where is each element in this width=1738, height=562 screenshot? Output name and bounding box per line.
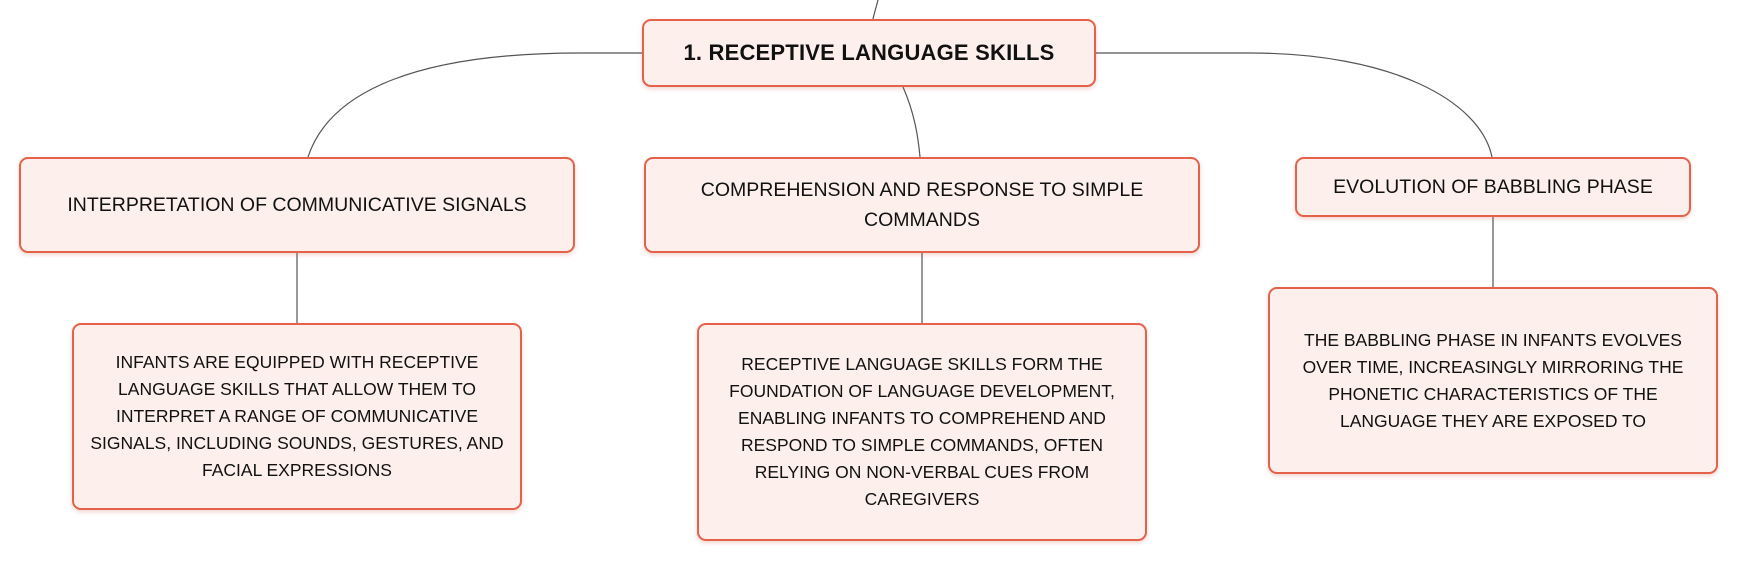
detail-node-comprehension[interactable] [697, 323, 1147, 541]
branch-label: INTERPRETATION OF COMMUNICATIVE SIGNALS [67, 194, 527, 216]
detail-text: THE BABBLING PHASE IN INFANTS EVOLVES OVER TIME, INCREASINGLY MIRRORING THE PHONETIC CHARACTERISTICS OF THE LANGUAGE THEY ARE EXPOSED TO [1302, 329, 1684, 431]
branch-node-babbling[interactable] [1295, 157, 1691, 217]
branch-node-comprehension[interactable] [644, 157, 1200, 253]
root-topic-label: 1. RECEPTIVE LANGUAGE SKILLS [683, 40, 1055, 65]
detail-node-interpretation[interactable] [72, 323, 522, 510]
detail-text: RECEPTIVE LANGUAGE SKILLS FORM THE FOUNDATION OF LANGUAGE DEVELOPMENT, ENABLING INFANTS TO COMPREHEND AND RESPOND TO SIMPLE COMMANDS, OFTEN RELYING ON NON-VERBAL CUES FROM CAREGIVERS [729, 354, 1115, 509]
branch-label: EVOLUTION OF BABBLING PHASE [1333, 176, 1653, 198]
connector-parent-to-root [873, 0, 878, 19]
branch-label: COMPREHENSION AND RESPONSE TO SIMPLE COMMANDS [700, 179, 1144, 231]
detail-node-babbling[interactable] [1268, 287, 1718, 474]
branch-node-interpretation[interactable] [19, 157, 575, 253]
connector-root-to-branch-2 [903, 87, 920, 157]
detail-text: INFANTS ARE EQUIPPED WITH RECEPTIVE LANGUAGE SKILLS THAT ALLOW THEM TO INTERPRET A RANGE OF COMMUNICATIVE SIGNALS, INCLUDING SOUNDS, GESTURES, AND FACIAL EXPRESSIONS [90, 352, 504, 480]
connector-root-to-branch-3 [1096, 53, 1492, 157]
root-topic-node[interactable] [642, 19, 1096, 87]
connector-root-to-branch-1 [308, 53, 642, 157]
